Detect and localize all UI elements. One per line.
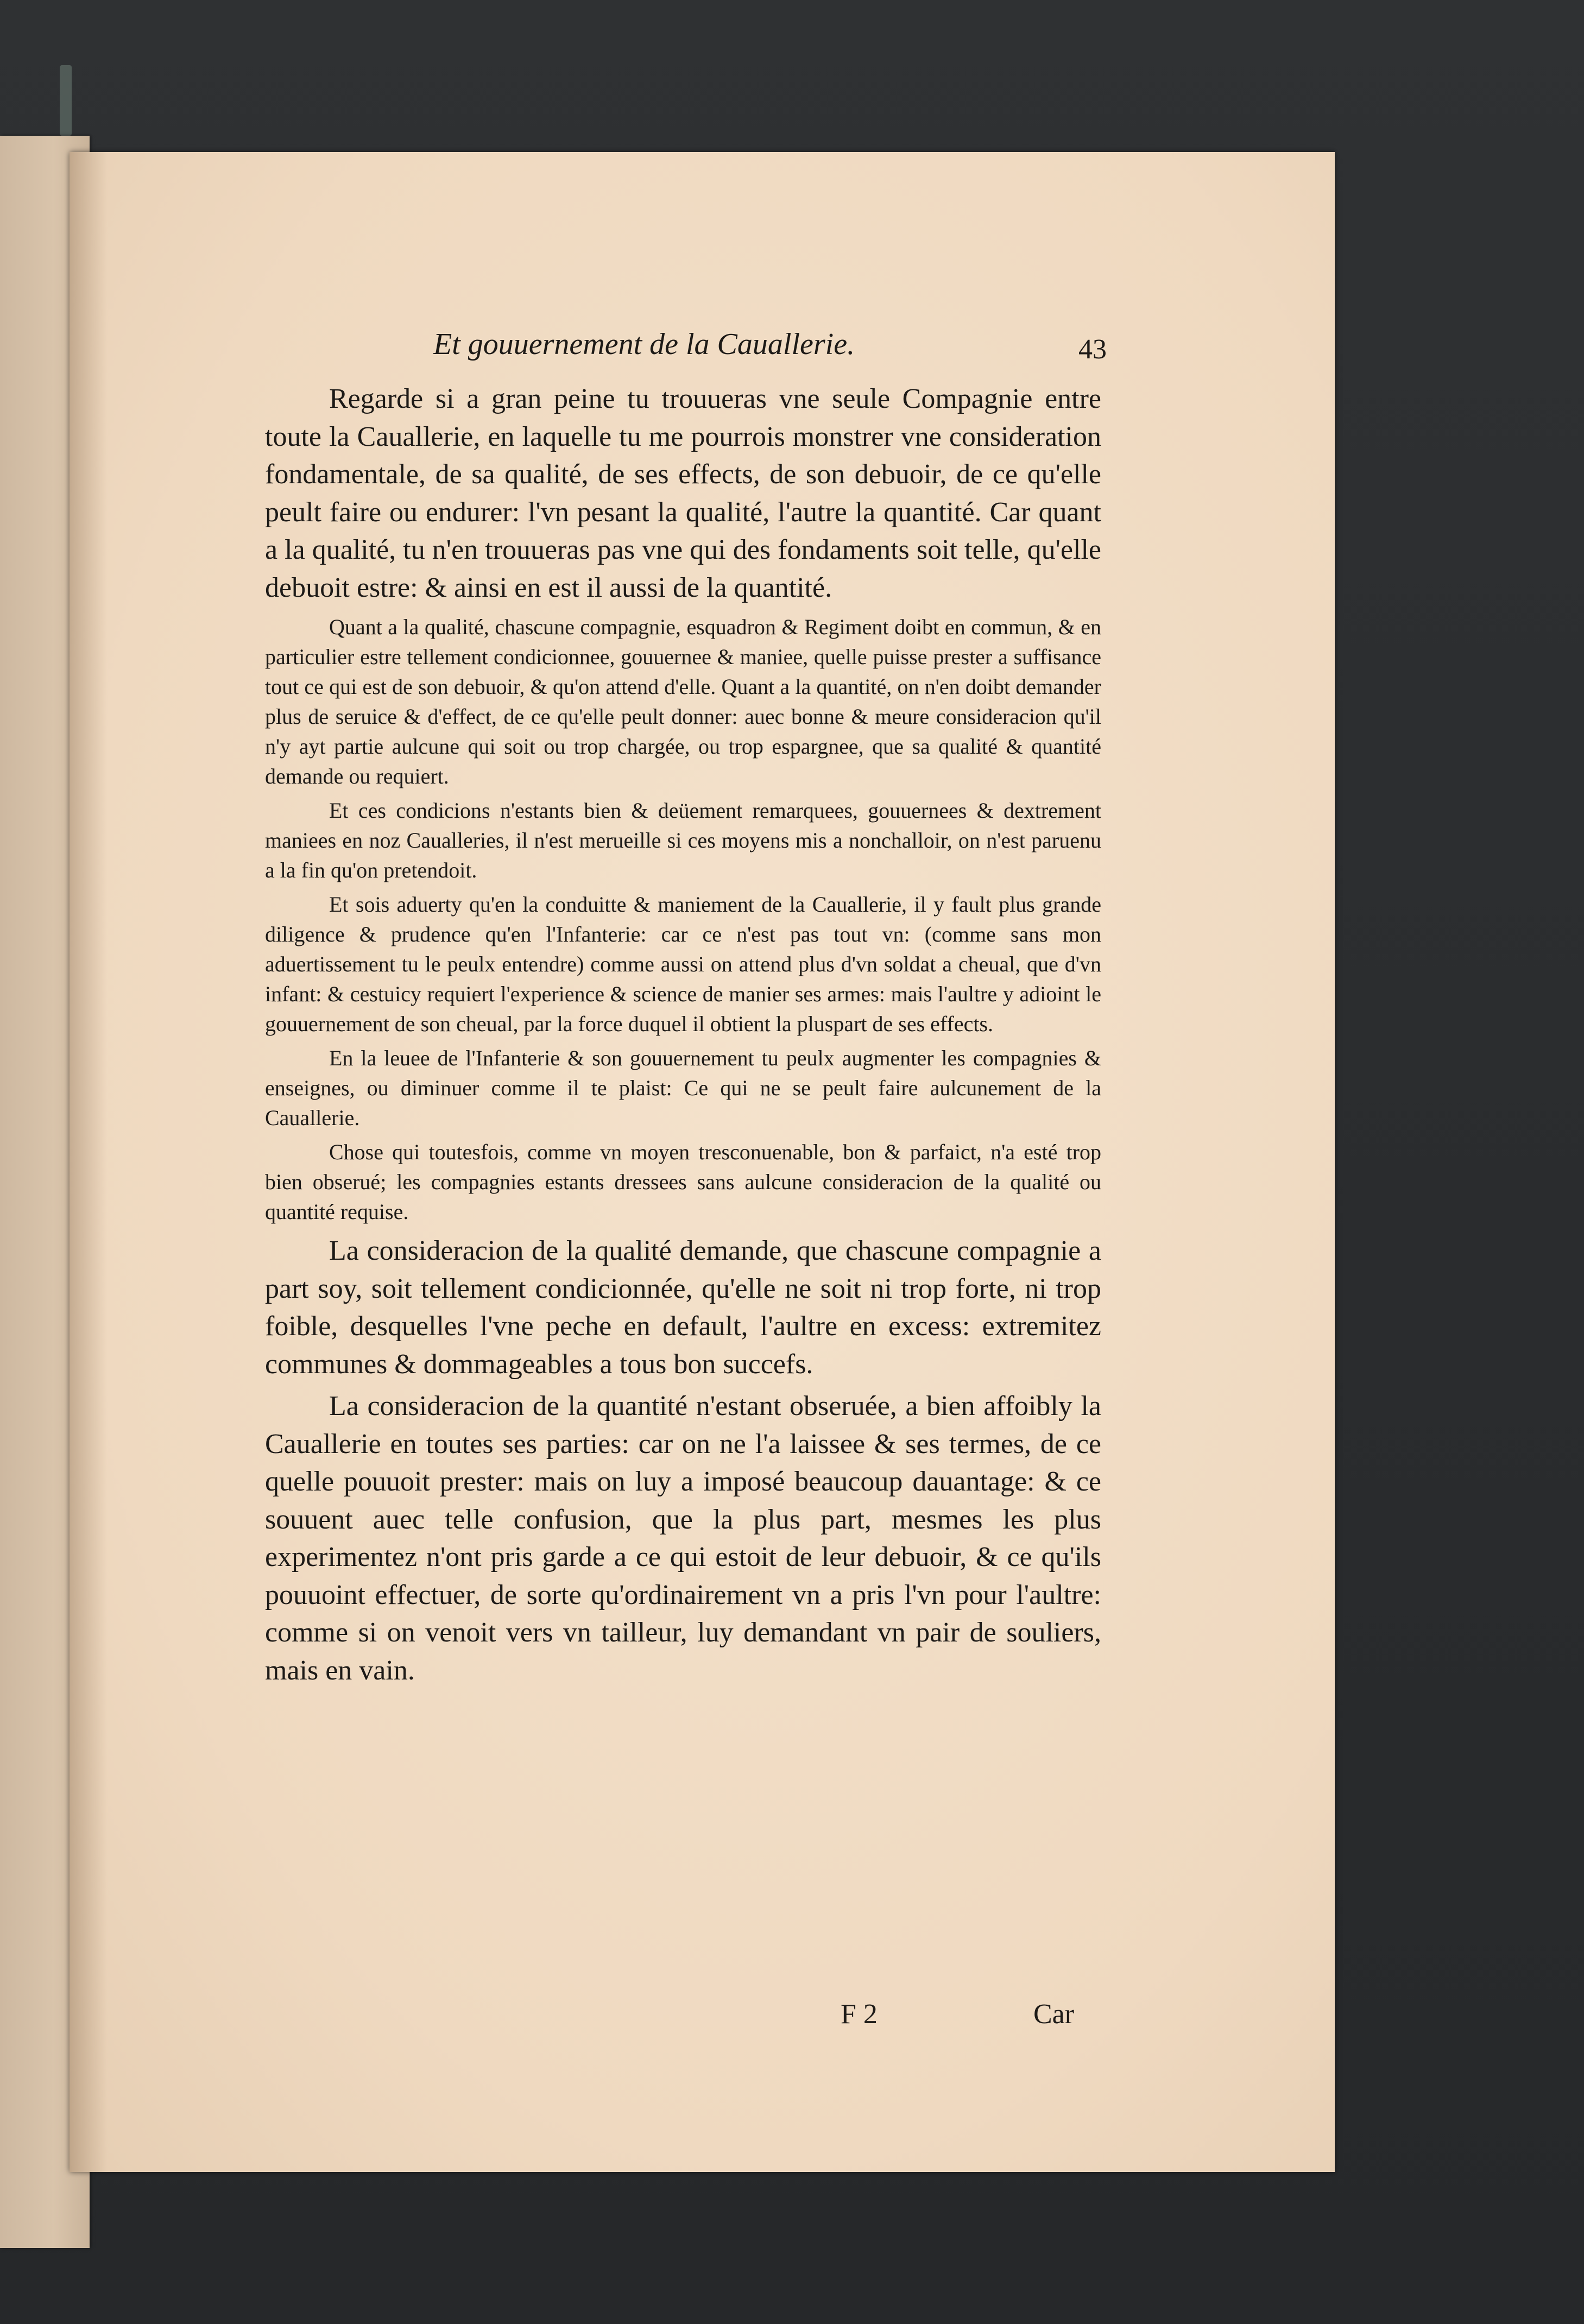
- paragraph: Regarde si a gran peine tu trouueras vne seule Compagnie entre toute la Cauallerie, en laquelle tu me pourrois monstrer vne consideration fondamentale, de sa qualité, de ses effects, de son debuoir, de ce qu'elle peult faire ou endurer: l'vn pesant la qualité, l'autre la quantité. Car quant a la qualité, tu n'en trouueras pas vne qui des fondaments soit telle, qu'elle debuoit estre: & ainsi en est il aussi de la quantité.: [265, 383, 1101, 603]
- paragraph: La consideracion de la quantité n'estant obseruée, a bien affoibly la Cauallerie en toutes ses parties: car on ne l'a laissee & ses termes, de ce quelle pouuoit prester: mais on luy a imposé beaucoup dauantage: & ce souuent auec telle confusion, que la plus part, mesmes les plus experimentez n'ont pris garde a ce qui estoit de leur debuoir, & ce qu'ils pouuoint effectuer, de sorte qu'ordinairement vn a pris l'vn pour l'aultre: comme si on venoit vers vn tailleur, luy demandant vn pair de souliers, mais en vain.: [265, 1391, 1101, 1686]
- paragraph: Chose qui toutesfois, comme vn moyen tresconuenable, bon & parfaict, n'a esté trop bien obserué; les compagnies estants dressees sans aulcune consideracion de la qualité ou quantité requise.: [265, 1140, 1101, 1224]
- body-text: [265, 380, 1101, 1689]
- page-number: 43: [1078, 334, 1107, 365]
- spine-mark: [60, 65, 72, 136]
- running-head: [363, 327, 1107, 376]
- signature-mark: F 2: [841, 1999, 878, 2030]
- paragraph: Et ces condicions n'estants bien & deüement remarquees, gouuernees & dextrement maniees en noz Caualleries, il n'est merueille si ces moyens mis a nonchalloir, on n'est paruenu a la fin qu'on pretendoit.: [265, 798, 1101, 882]
- paragraph: Quant a la qualité, chascune compagnie, esquadron & Regiment doibt en commun, & en particulier estre tellement condicionnee, gouuernee & maniee, quelle puisse prester a suffisance tout ce qui est de son debuoir, & qu'on attend d'elle. Quant a la quantité, on n'en doibt demander plus de seruice & d'effect, de ce qu'elle peult donner: auec bonne & meure consideracion qu'il n'y ayt partie aulcune qui soit ou trop chargée, ou trop espargnee, que sa qualité & quantité demande ou requiert.: [265, 615, 1101, 788]
- paragraph: En la leuee de l'Infanterie & son gouuernement tu peulx augmenter les compagnies & enseignes, ou diminuer comme il te plaist: Ce qui ne se peult faire aulcunement de la Cauallerie.: [265, 1046, 1101, 1130]
- running-title: Et gouuernement de la Cauallerie.: [433, 327, 855, 361]
- page-gutter-shadow: [70, 152, 108, 2172]
- paragraph: La consideracion de la qualité demande, que chascune compagnie a part soy, soit tellement condicionnée, qu'elle ne soit ni trop forte, ni trop foible, desquelles l'vne peche en default, l'aultre en excess: extremitez communes & dommageables a tous bon succefs.: [265, 1235, 1101, 1380]
- catchword: Car: [1033, 1999, 1075, 2030]
- book-page: [70, 152, 1335, 2172]
- paragraph: Et sois aduerty qu'en la conduitte & maniement de la Cauallerie, il y fault plus grande diligence & prudence qu'en l'Infanterie: car ce n'est pas tout vn: (comme sans mon aduertissement tu le peulx entendre) comme aussi on attend plus d'vn soldat a cheual, que d'vn infant: & cestuicy requiert l'experience & science de manier ses armes: mais l'aultre y adioint le gouuernement de son cheual, par la force duquel il obtient la pluspart de ses effects.: [265, 892, 1101, 1036]
